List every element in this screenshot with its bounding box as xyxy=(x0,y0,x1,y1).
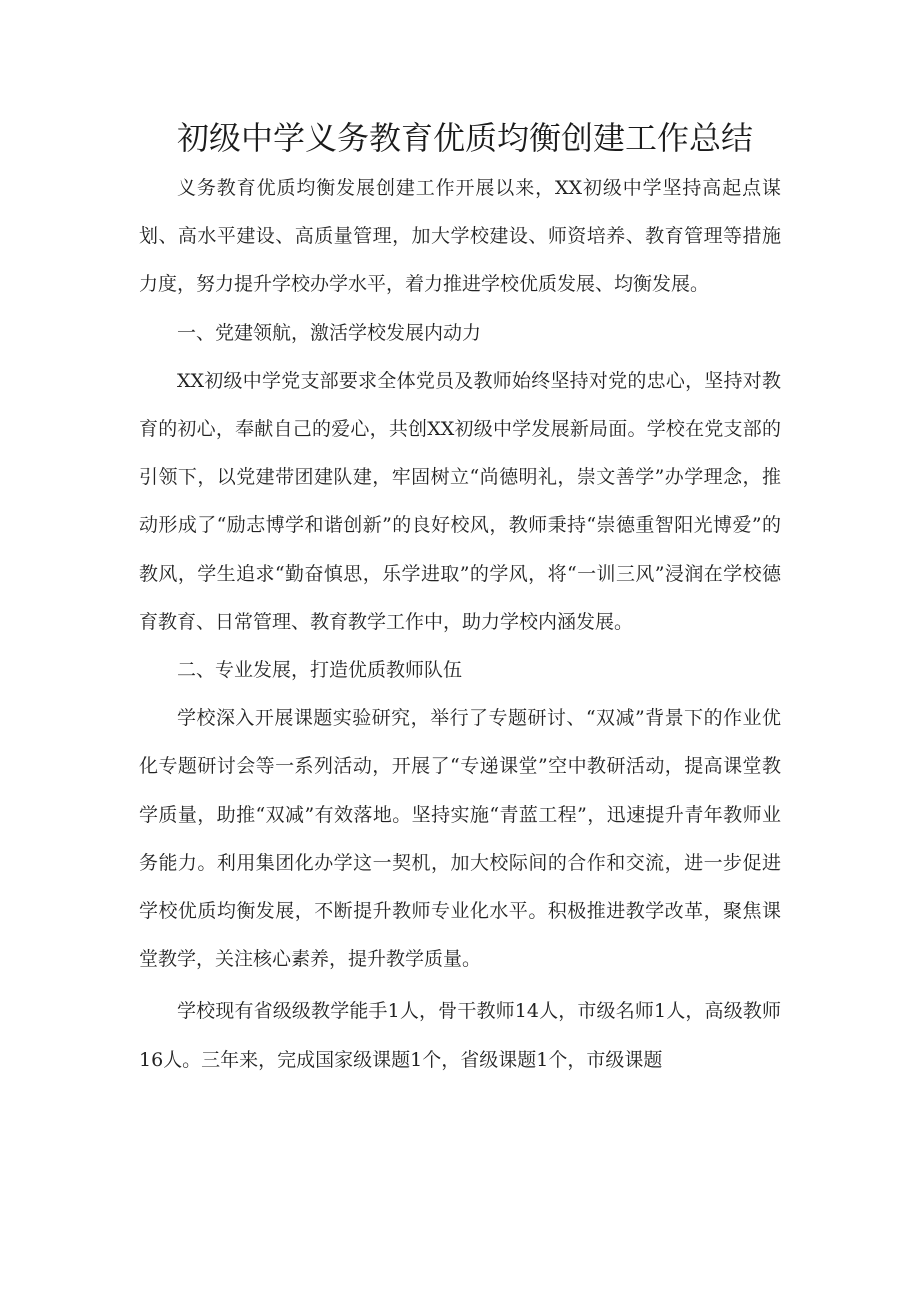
document-page xyxy=(139,117,781,1084)
section-heading-1: 一、党建领航，激活学校发展内动力 xyxy=(177,321,482,344)
section-heading-2: 二、专业发展，打造优质教师队伍 xyxy=(177,659,463,682)
section-2-paragraph-2: 学校现有省级级教学能手1人，骨干教师14人，市级名师1人，高级教师16人。三年来，完成国家级课题1个，省级课题1个，市级课题 xyxy=(139,1000,781,1071)
section-1-paragraph-1: XX初级中学党支部要求全体党员及教师始终坚持对党的忠心，坚持对教育的初心，奉献自己的爱心，共创XX初级中学发展新局面。学校在党支部的引领下，以党建带团建队建，牢固树立“尚德明礼，崇文善学”办学理念，推动形成了“励志博学和谐创新”的良好校风，教师秉持“崇德重智阳光博爱”的教风，学生追求“勤奋慎思，乐学进取”的学风，将“一训三风”浸润在学校德育教育、日常管理、教育教学工作中，助力学校内涵发展。 xyxy=(139,369,781,633)
intro-paragraph: 义务教育优质均衡发展创建工作开展以来，XX初级中学坚持高起点谋划、高水平建设、高质量管理，加大学校建设、师资培养、教育管理等措施力度，努力提升学校办学水平，着力推进学校优质发展、均衡发展。 xyxy=(139,177,781,296)
document-title: 初级中学义务教育优质均衡创建工作总结 xyxy=(176,119,753,157)
section-2-paragraph-1: 学校深入开展课题实验研究，举行了专题研讨、“双减”背景下的作业优化专题研讨会等一系列活动，开展了“专递课堂”空中教研活动，提高课堂教学质量，助推“双减”有效落地。坚持实施“青蓝工程”，迅速提升青年教师业务能力。利用集团化办学这一契机，加大校际间的合作和交流，进一步促进学校优质均衡发展，不断提升教师专业化水平。积极推进教学改革，聚焦课堂教学，关注核心素养，提升教学质量。 xyxy=(139,707,781,971)
